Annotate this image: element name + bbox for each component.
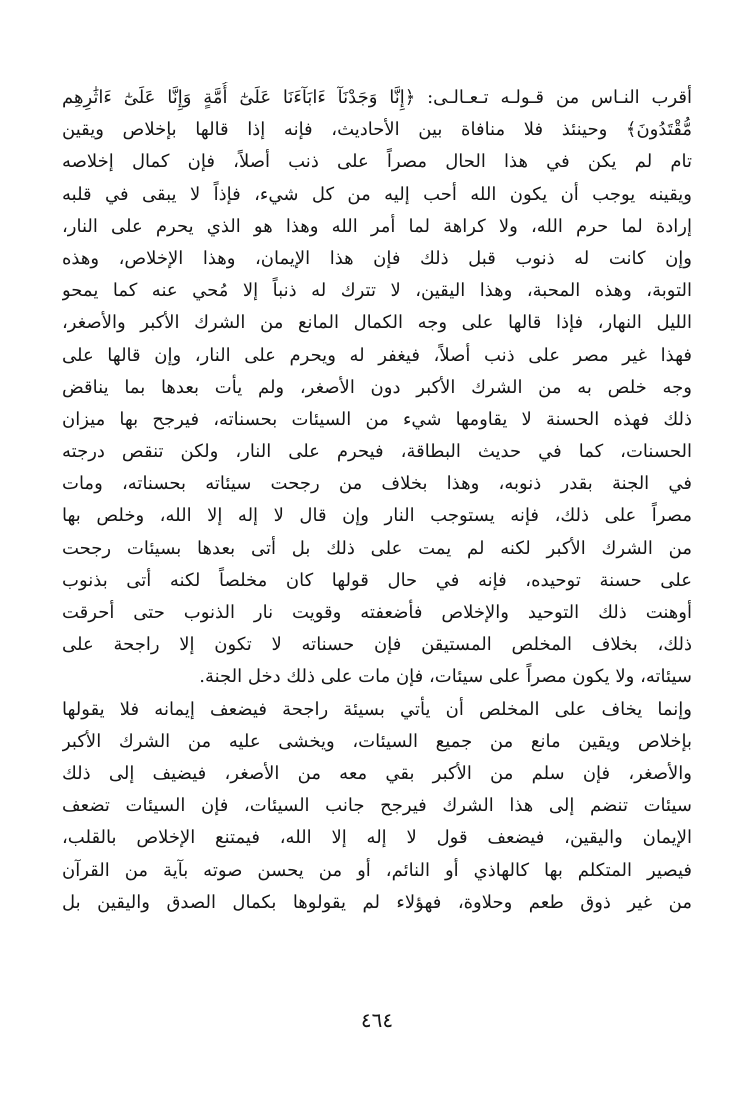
text-line: الحسنات، كما في حديث البطاقة، فيحرم على النار، ولكن تنقص درجته	[62, 441, 692, 463]
text-line: أوهنت ذلك التوحيد والإخلاص فأضعفته وقويت نار الذنوب حتى أحرقت	[62, 602, 692, 623]
text-line: وإن كانت له ذنوب قبل ذلك فإن هذا الإيمان، وهذا الإخلاص، وهذه	[62, 247, 692, 269]
text-line: التوبة، وهذه المحبة، وهذا اليقين، لا تترك له ذنباً إلا مُحي عنه كما يمحو	[62, 280, 692, 302]
text-line: ويقينه يوجب أن يكون الله أحب إليه من كل شيء، فإذاً لا يبقى في قلبه	[62, 183, 692, 205]
page-number: ٤٦٤	[360, 1008, 394, 1032]
text-line: وإنما يخاف على المخلص أن يأتي بسيئة راجحة فيضعف إيمانه فلا يقولها	[62, 698, 692, 720]
text-line: ذلك، بخلاف المخلص المستيقن فإن حسناته لا تكون إلا راجحة على	[62, 634, 692, 656]
text-line: على حسنة توحيده، فإنه في حال قولها كان مخلصاً لكنه أتى بذنوب	[62, 569, 692, 591]
text-line: الإيمان واليقين، فيضعف قول لا إله إلا الله، فيمتنع الإخلاص بالقلب،	[62, 827, 692, 849]
text-line: والأصغر، فإن سلم من الأكبر بقي معه من الأصغر، فيضيف إلى ذلك	[62, 762, 692, 784]
text-line: الليل النهار، فإذا قالها على وجه الكمال المانع من الشرك الأكبر والأصغر،	[62, 312, 692, 334]
text-line: في الجنة بقدر ذنوبه، وهذا بخلاف من رجحت سيئاته بحسناته، ومات	[62, 473, 692, 495]
text-line-paragraph-end: سيئاته، ولا يكون مصراً على سيئات، فإن مات على ذلك دخل الجنة.	[199, 666, 692, 688]
text-line: تام لم يكن في هذا الحال مصراً على ذنب أصلاً، فإن كمال إخلاصه	[62, 151, 692, 173]
text-line: من الشرك الأكبر لكنه لم يمت على ذلك بل أتى بعدها بسيئات رجحت	[62, 537, 692, 559]
text-line: أقرب النـاس من قـولـه تـعـالـى: ﴿إِنَّا وَجَدْنَآ ءَابَآءَنَا عَلَىٰٓ أُمَّةٍ وَإِنَّا عَلَىٰٓ ءَاثَٰرِهِم	[62, 87, 692, 108]
body-text	[62, 82, 692, 919]
text-line: وجه خلص به من الشرك الأكبر دون الأصغر، ولم يأت بعدها بما يناقض	[62, 376, 692, 398]
text-line: سيئات تنضم إلى هذا الشرك فيرجح جانب السيئات، فإن السيئات تضعف	[62, 795, 692, 817]
text-line: من غير ذوق طعم وحلاوة، فهؤلاء لم يقولوها بكمال الصدق واليقين بل	[62, 891, 692, 913]
text-line: بإخلاص ويقين مانع من جميع السيئات، ويخشى عليه من الشرك الأكبر	[62, 730, 692, 752]
text-line: مصراً على ذلك، فإنه يستوجب النار وإن قال لا إله إلا الله، وخلص بها	[62, 505, 692, 527]
text-line: إرادة لما حرم الله، ولا كراهة لما أمر الله وهذا هو الذي يحرم على النار،	[62, 215, 692, 237]
text-line: فيصير المتكلم بها كالهاذي أو النائم، أو من يحسن صوته بآية من القرآن	[62, 859, 692, 881]
text-line: ذلك فهذه الحسنة لا يقاومها شيء من السيئات بحسناته، فيرجح بها ميزان	[62, 408, 692, 430]
text-line: فهذا غير مصر على ذنب أصلاً، فيغفر له ويحرم على النار، وإن قالها على	[62, 344, 692, 366]
text-line: مُّقْتَدُونَ﴾ وحينئذ فلا منافاة بين الأحاديث، فإنه إذا قالها بإخلاص ويقين	[62, 119, 692, 141]
